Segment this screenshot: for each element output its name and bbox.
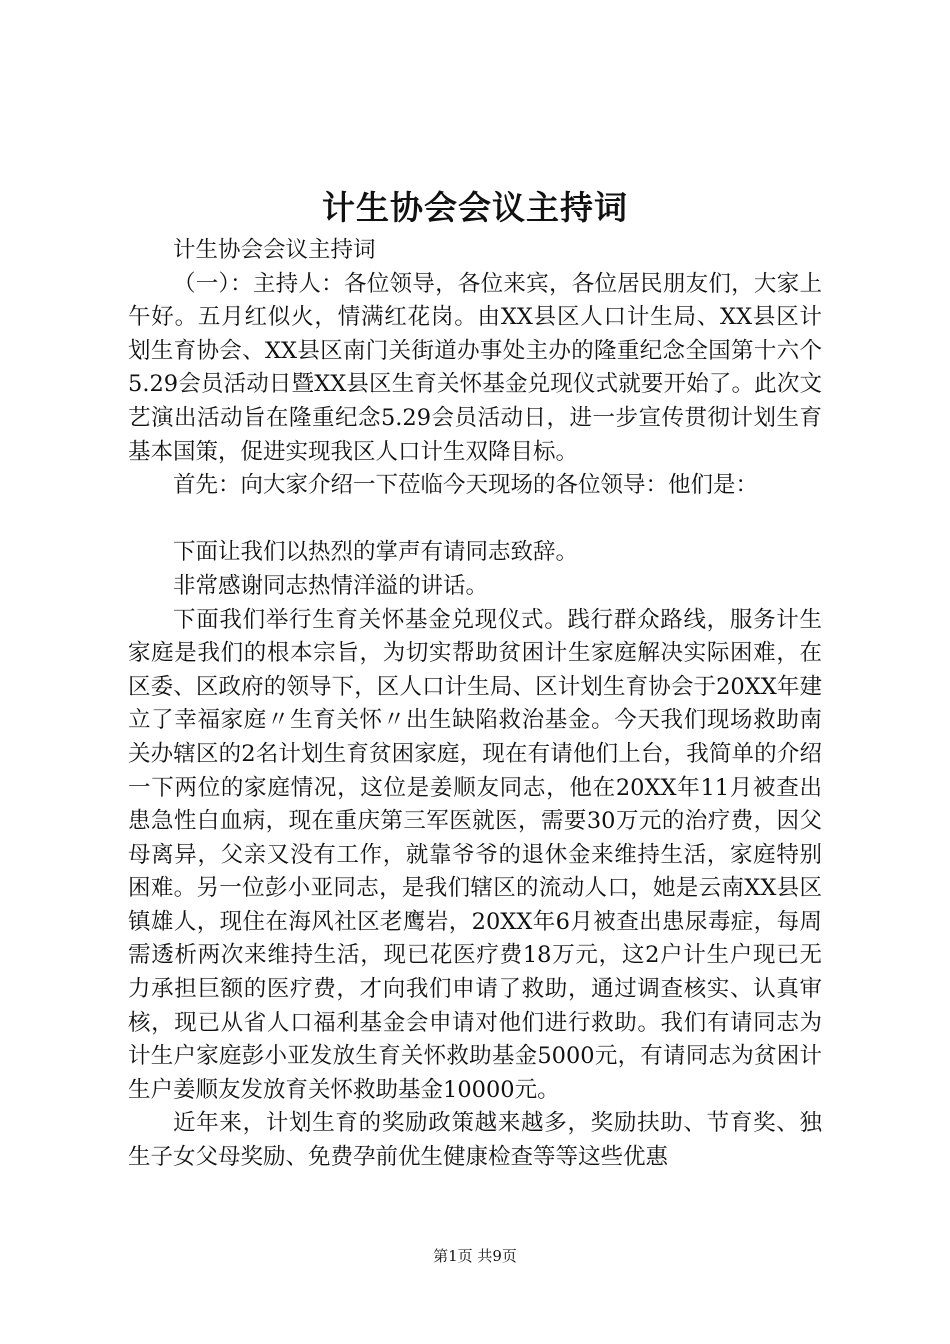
document-body xyxy=(128,234,822,1175)
page-footer: 第1页 共9页 xyxy=(433,1247,517,1265)
paragraph: 下面让我们以热烈的掌声有请同志致辞。 xyxy=(173,539,579,566)
paragraph: （一）：主持人：各位领导，各位来宾，各位居民朋友们，大家上午好。五月红似火，情满红花岗。由XX县区人口计生局、XX县区计划生育协会、XX县区南门关街道办事处主办的隆重纪念全国第十六个5.29会员活动日暨XX县区生育关怀基金兑现仪式就要开始了。此次文艺演出活动旨在隆重纪念5.29会员活动日，进一步宣传贯彻计划生育基本国策，促进实现我区人口计生双降目标。 xyxy=(128,270,822,465)
document-title: 计生协会会议主持词 xyxy=(322,188,628,227)
paragraph: 非常感谢同志热情洋溢的讲话。 xyxy=(173,572,489,599)
paragraph: 下面我们举行生育关怀基金兑现仪式。践行群众路线，服务计生家庭是我们的根本宗旨，为切实帮助贫困计生家庭解决实际困难，在区委、区政府的领导下，区人口计生局、区计划生育协会于20XX年建立了幸福家庭〃生育关怀〃出生缺陷救治基金。今天我们现场救助南关办辖区的2名计划生育贫困家庭，现在有请他们上台，我简单的介绍一下两位的家庭情况，这位是姜顺友同志，他在20XX年11月被查出患急性白血病，现在重庆第三军医就医，需要30万元的治疗费，因父母离异，父亲又没有工作，就靠爷爷的退休金来维持生活，家庭特别困难。另一位彭小亚同志，是我们辖区的流动人口，她是云南XX县区镇雄人，现住在海风社区老鹰岩，20XX年6月被查出患尿毒症，每周需透析两次来维持生活，现已花医疗费18万元，这2户计生户现已无力承担巨额的医疗费，才向我们申请了救助，通过调查核实、认真审核，现已从省人口福利基金会申请对他们进行救助。我们有请同志为计生户家庭彭小亚发放生育关怀救助基金5000元，有请同志为贫困计生户姜顺友发放育关怀救助基金10000元。 xyxy=(128,606,822,1103)
paragraph: 首先：向大家介绍一下莅临今天现场的各位领导：他们是： xyxy=(173,472,759,499)
paragraph: 计生协会会议主持词 xyxy=(173,237,376,263)
paragraph: 近年来，计划生育的奖励政策越来越多，奖励扶助、节育奖、独生子女父母奖励、免费孕前优生健康检查等等这些优惠 xyxy=(128,1110,822,1171)
